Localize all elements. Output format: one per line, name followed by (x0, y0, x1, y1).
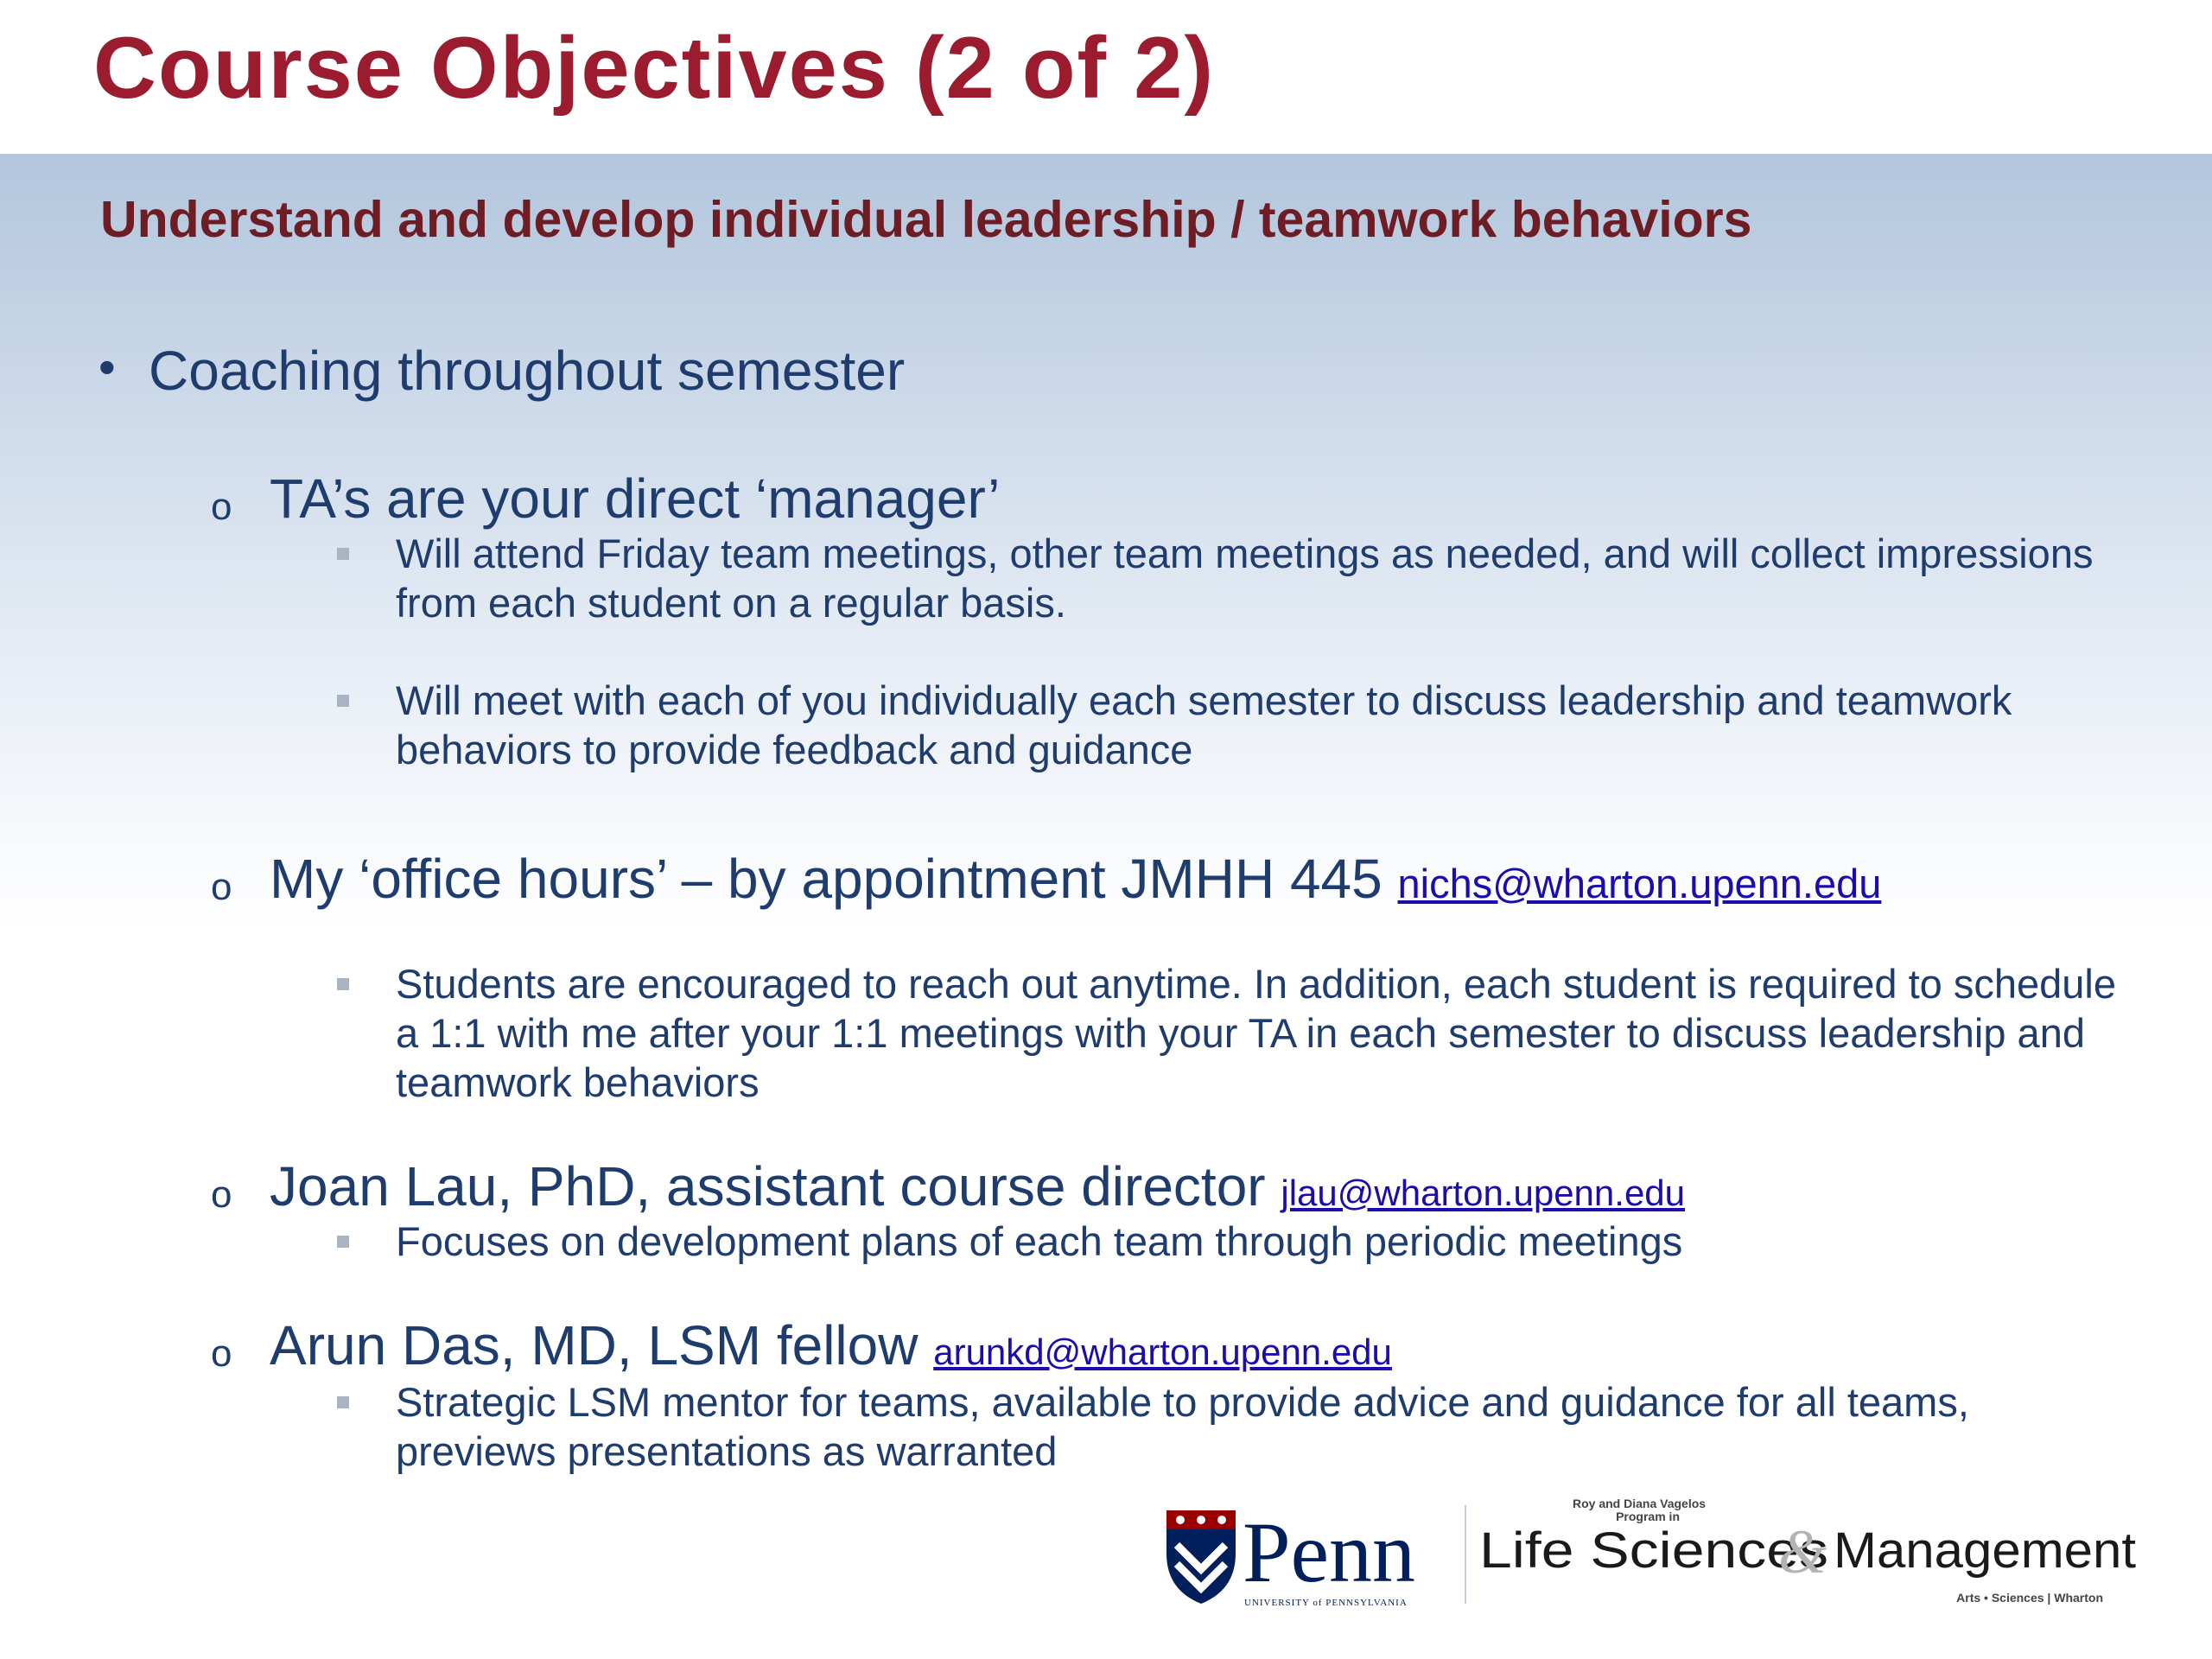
slide-title: Course Objectives (2 of 2) (93, 20, 1216, 117)
square-bullet-marker (337, 548, 349, 560)
sub-bullet-marker: o (211, 866, 232, 908)
arun-das-line (270, 1313, 1392, 1377)
lsm-name-part1: Life Sciences (1479, 1522, 1828, 1579)
ta-meet-individually-text: Will meet with each of you individually each semester to discuss leadership and teamwork behaviors to provide feedback and guidance (396, 677, 2012, 772)
square-bullet-marker (337, 1236, 349, 1248)
joan-lau-line (270, 1154, 1685, 1218)
sub-bullet-marker: o (211, 1173, 232, 1216)
email-link-nichs[interactable]: nichs@wharton.upenn.edu (1397, 861, 1882, 906)
ta-attend-meetings-text: Will attend Friday team meetings, other team meetings as needed, and will collect impressions from each student on a regular basis. (396, 531, 2094, 626)
bullet-coaching-text: Coaching throughout semester (149, 340, 906, 402)
lsm-top-line2: Program in (1616, 1510, 1680, 1523)
ta-manager-text: TA’s are your direct ‘manager’ (270, 467, 1001, 530)
footer-logos (1158, 1493, 2143, 1616)
penn-subtitle-text: UNIVERSITY of PENNSYLVANIA (1244, 1598, 1408, 1608)
office-hours-text: My ‘office hours’ – by appointment JMHH 445 (270, 848, 1382, 910)
lsm-name-part2: Management (1834, 1522, 2136, 1579)
slide-subtitle: Understand and develop individual leadership / teamwork behaviors (100, 191, 1752, 248)
joan-lau-text: Joan Lau, PhD, assistant course director (270, 1155, 1266, 1217)
square-bullet-marker (337, 978, 349, 990)
bullet-marker: • (99, 340, 116, 394)
arun-das-text: Arun Das, MD, LSM fellow (270, 1314, 918, 1376)
arun-das-mentor-text: Strategic LSM mentor for teams, available to provide advice and guidance for all teams, previews presentations as warranted (396, 1379, 1969, 1474)
sub-bullet-marker: o (211, 1332, 232, 1375)
lsm-ampersand: & (1778, 1517, 1827, 1586)
logos-svg (1158, 1493, 2143, 1616)
email-link-arunkd[interactable]: arunkd@wharton.upenn.edu (933, 1332, 1392, 1372)
sub-bullet-marker: o (211, 486, 232, 528)
square-bullet-marker (337, 695, 349, 707)
lsm-bottom-line: Arts • Sciences | Wharton (1956, 1591, 2103, 1605)
joan-lau-focus-text: Focuses on development plans of each team through periodic meetings (396, 1218, 1683, 1264)
email-link-jlau[interactable]: jlau@wharton.upenn.edu (1281, 1173, 1686, 1213)
penn-shield-icon (1166, 1510, 1236, 1604)
students-encouraged-text: Students are encouraged to reach out anytime. In addition, each student is required to schedule a 1:1 with me after your 1:1 meetings with your TA in each semester to discuss leadership and teamwork behaviors (396, 961, 2116, 1105)
office-hours-line (270, 847, 1881, 911)
lsm-top-line1: Roy and Diana Vagelos (1573, 1497, 1707, 1510)
square-bullet-marker (337, 1396, 349, 1408)
penn-logo-text: Penn (1243, 1504, 1415, 1600)
